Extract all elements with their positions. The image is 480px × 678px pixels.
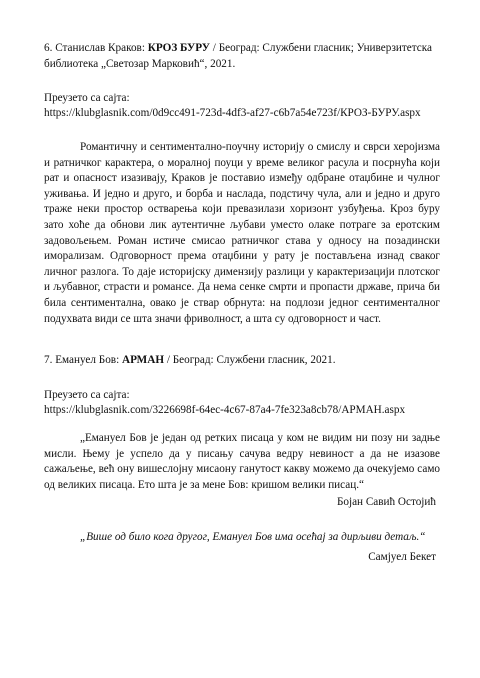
entry-7-quote-bov: „Емануел Бов је један од ретких писаца у ком не видим ни позу ни задње мисли. Њему је успело да у писању сачува ведру невиност а да не изазове сажаљење, већ ону вишеслојну мисаону ганутост какву можемо да очекујемо само од великих писаца. Ето шта је за мене Бов: кришом велики писац.“	[44, 432, 440, 491]
entry-7-quote-bov-author: Бојан Савић Остојић	[336, 496, 436, 508]
entry-7-source-url[interactable]: https://klubglasnik.com/3226698f-64ec-4c67-87a4-7fe323a8cb78/АРМАН.aspx	[44, 404, 406, 416]
entry-7-publisher: / Београд: Службени гласник, 2021.	[164, 354, 336, 366]
entry-7-heading	[44, 353, 440, 369]
entry-6-source-url[interactable]: https://klubglasnik.com/0d9cc491-723d-4df3-af27-c6b7a54e723f/КРОЗ-БУРУ.aspx	[44, 107, 421, 119]
entry-6-publisher: / Београд: Службени гласник; Универзитетска библиотека „Светозар Марковић“, 2021.	[44, 42, 432, 70]
entry-6-source-label: Преузето са сајта:	[44, 92, 130, 104]
entry-6-heading	[44, 41, 440, 72]
entry-7-book-title: АРМАН	[121, 354, 165, 366]
entry-7-prefix: 7. Емануел Бов:	[44, 354, 122, 366]
entry-6-prefix: 6. Станислав Краков:	[44, 42, 148, 54]
entry-7-quote-beckett-author: Самјуел Бекет	[368, 551, 436, 563]
entry-6-book-title: КРОЗ БУРУ	[147, 42, 210, 54]
entry-7-quote-beckett: „Више од било кога другог, Емануел Бов има осећај за дирљиви детаљ.“	[80, 531, 426, 543]
entry-6-description: Романтичну и сентиментално-поучну историју о смислу и сврси херојизма и ратничког карактера, о моралној поуци у време великог расула и посрнућа који рат и опасност изазивају, Краков је поставио између одбране отаџбине и чулног уживања. И једно и друго, и борба и наслада, подстичу чула, али и једно и друго траже неки простор остварења који превазилази хоризонт узбуђења. Кроз буру зато хоће да обнови лик аутентичне љубави уместо олаке потраге за еротским задовољењем. Роман истиче смисао ратничког става у односу на позадински иморализам. Одговорност према отаџбини у рату је постављена изнад сваког личног разлога. То даје историјску димензију разлици у карактеризацији плотског и љубавног, страсти и романсе. Да нема сенке смрти и пропасти државе, прича би била сентиментална, овако је ствар обрнута: на подлози једног сентименталног подухвата види се шта значи фриволност, а шта су одговорност и част.	[44, 141, 440, 325]
entry-7-source-label: Преузето са сајта:	[44, 389, 130, 401]
